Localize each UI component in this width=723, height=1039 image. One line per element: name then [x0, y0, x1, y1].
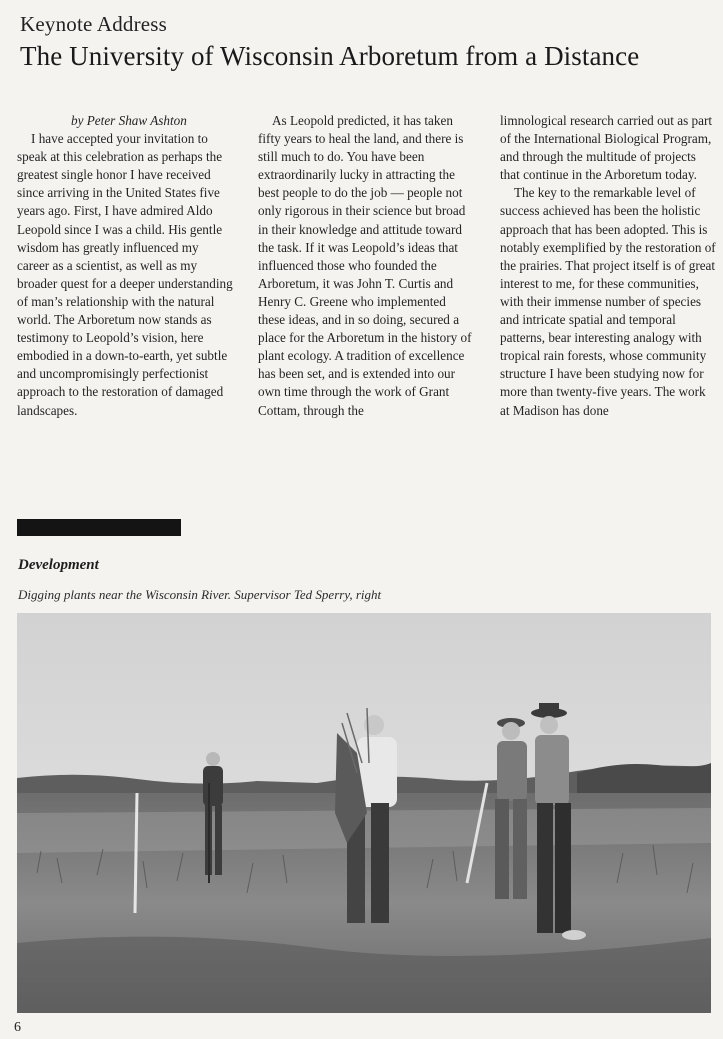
section-kicker: Keynote Address: [20, 12, 168, 36]
paragraph: As Leopold predicted, it has taken fifty years to heal the land, and there is still much to do. You have been extraordinarily lucky in attracting the best people to do the job — people not only rigorous in their science but broad in their knowledge and attitude toward the task. If it was Leopold’s ideas that influenced those who founded the Arboretum, it was John T. Curtis and Henry C. Greene who implemented these ideas, and in so doing, secured a place for the Arboretum in the history of plant ecology. A tradition of excellence has been set, and is extended into our own time through the work of Grant Cottam, through the: [258, 113, 472, 418]
paragraph: The key to the remarkable level of success achieved has been the holistic approach that has been adopted. This is notably exemplified by the restoration of the prairies. That project itself is of great interest to me, for these communities, with their immense number of species and intricate spatial and temporal patterns, bear interesting analogy with tropical rain forests, whose community structure I have been studying now for more than twenty-five years. The work at Madison has done: [500, 185, 716, 418]
article-column-3: [500, 112, 716, 420]
byline: by Peter Shaw Ashton: [71, 113, 187, 128]
field-photograph: [17, 613, 711, 1013]
paragraph: limnological research carried out as part of the International Biological Program, and through the multitude of projects that continue in the Arboretum today.: [500, 113, 713, 183]
page-number: 6: [14, 1020, 21, 1035]
article-column-1: [17, 112, 233, 420]
section-rule-bar: [17, 519, 181, 536]
paragraph: I have accepted your invitation to speak at this celebration as perhaps the greatest single honor I have received since arriving in the United States five years ago. First, I have admired Aldo Leopold since I was a child. His gentle wisdom has greatly influenced my career as a scientist, as well as my broader quest for a deeper understanding of man’s relationship with the natural world. The Arboretum now stands as testimony to Leopold’s vision, here embodied in a down-to-earth, yet subtle and uncompromisingly perfectionist approach to the restoration of damaged landscapes.: [17, 131, 233, 418]
article-column-2: [258, 112, 474, 420]
page-title: The University of Wisconsin Arboretum from a Distance: [20, 41, 640, 71]
photo-caption: Digging plants near the Wisconsin River. Supervisor Ted Sperry, right: [18, 587, 382, 602]
section-heading: Development: [18, 557, 99, 573]
